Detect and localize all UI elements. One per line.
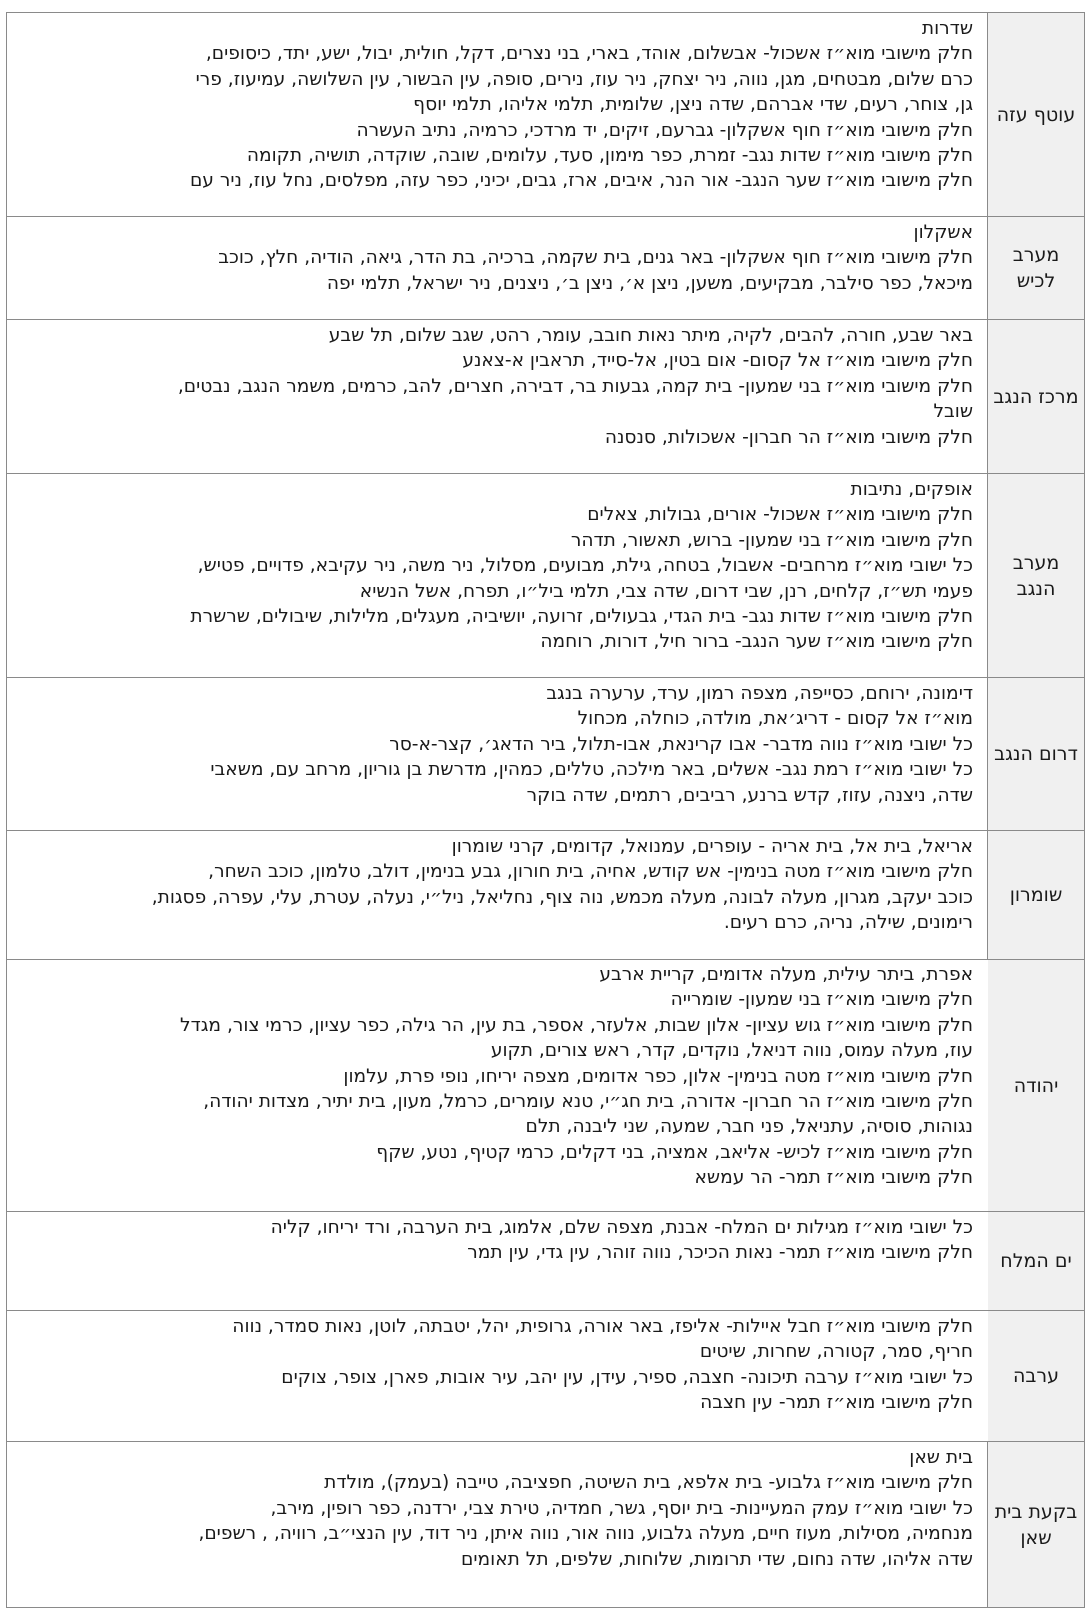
region-cell: [988, 217, 1085, 320]
settlements-line: כרם שלום, מבטחים, מגן, נווה, ניר יצחק, ניר עוז, נירים, סופה, עין הבשור, עין השלושה, עמיעוז, פרי: [195, 68, 973, 90]
settlements-line: חלק מישובי מוא״ז בני שמעון- ברוש, תאשור, תדהר: [570, 529, 973, 551]
settlements-line: חלק מישובי מוא״ז מטה בנימין- אלון, כפר אדומים, מצפה יריחו, נופי פרת, עלמון: [343, 1065, 973, 1087]
settlements-line: חלק מישובי מוא״ז שער הנגב- ברור חיל, דורות, רוחמה: [540, 631, 973, 653]
settlements-line: כל ישובי מוא״ז עמק המעיינות- בית יוסף, גשר, חמדיה, טירת צבי, ירדנה, כפר רופין, מירב,: [270, 1497, 973, 1519]
table-row: [7, 831, 1085, 960]
settlements-line: חלק מישובי מוא״ז גוש עציון- אלון שבות, אלעזר, אספר, בת עין, הר גילה, כפר עציון, כרמי צור, מגדל: [180, 1014, 973, 1036]
settlements-line: פעמי תש״ז, קלחים, רנן, שבי דרום, שדה צבי, תלמי ביל״ו, תפרח, אשל הנשיא: [359, 580, 973, 602]
settlements-line: חלק מישובי מוא״ז תמר- הר עמשא: [694, 1167, 973, 1189]
table-row: [7, 1311, 1085, 1442]
settlements-line: חלק מישובי מוא״ז מטה בנימין- אש קודש, אחיה, בית חורון, גבע בנימין, דולב, טלמון, כוכב השחר,: [208, 861, 973, 883]
settlements-line: אופקים, נתיבות: [850, 479, 973, 500]
region-name: שומרון: [1009, 884, 1063, 906]
table-row: [7, 217, 1085, 320]
settlements-line: חלק מישובי מוא״ז הר חברון- אשכולות, סנסנה: [604, 426, 973, 448]
region-name: מערב הנגב: [1012, 551, 1060, 600]
settlements-line: מוא״ז אל קסום - דריג׳את, מולדה, כוחלה, מכחול: [577, 708, 973, 730]
settlements-line: חלק מישובי מוא״ז בני שמעון- שומרייה: [670, 989, 973, 1011]
settlements-line: גן, צוחר, רעים, שדי אברהם, שדה ניצן, שלומית, תלמי אליהו, תלמי יוסף: [413, 94, 973, 116]
settlements-line: באר שבע, חורה, להבים, לקיה, מיתר נאות חובב, עומר, רהט, שגב שלום, תל שבע: [328, 325, 973, 346]
table-row: [7, 320, 1085, 474]
settlements-line: חלק מישובי מוא״ז חוף אשקלון- גברעם, זיקים, יד מרדכי, כרמיה, נתיב העשרה: [356, 119, 973, 141]
settlements-line: חלק מישובי מוא״ז אשכול- אבשלום, אוהד, בארי, בני נצרים, דקל, חולית, יבול, ישע, יתד, כיסופים,: [205, 43, 973, 65]
region-cell: [988, 960, 1085, 1212]
settlements-line: דימונה, ירוחם, כסייפה, מצפה רמון, ערד, ערערה בנגב: [546, 683, 973, 704]
settlements-line: חלק מישובי מוא״ז חוף אשקלון- באר גנים, בית שקמה, ברכיה, בת הדר, גיאה, הודיה, חלץ, כוכב: [218, 247, 973, 269]
settlements-line: כל ישובי מוא״ז מגילות ים המלח- אבנת, מצפה שלם, אלמוג, בית הערבה, ורד יריחו, קליה: [270, 1217, 973, 1238]
region-cell: [988, 13, 1085, 217]
settlements-line: כל ישובי מוא״ז רמת נגב- אשלים, באר מילכה, טללים, כמהין, מדרשת בן גוריון, מרחב עם, משאבי: [210, 759, 973, 781]
table-row: [7, 678, 1085, 831]
settlements-line: מנחמיה, מסילות, מעוז חיים, מעלה גלבוע, נווה אור, נווה איתן, ניר דוד, עין הנצי״ב, רוויה, , רשפים,: [198, 1523, 973, 1545]
settlements-cell: [7, 13, 988, 217]
settlements-line: חלק מישובי מוא״ז לכיש- אליאב, אמציה, בני דקלים, כרמי קטיף, נטע, שקף: [376, 1141, 973, 1163]
region-name: יהודה: [1013, 1074, 1059, 1097]
settlements-cell: [7, 678, 988, 831]
regions-table: [6, 12, 1085, 1608]
region-cell: [988, 1212, 1085, 1311]
settlements-line: שדרות: [921, 18, 973, 39]
region-name: ערבה: [1012, 1365, 1059, 1387]
settlements-line: חלק מישובי מוא״ז חבל איילות- אליפז, באר אורה, גרופית, יהל, יטבתה, לוטן, נאות סמדר, נווה: [232, 1316, 973, 1337]
table-row: [7, 474, 1085, 678]
region-cell: [988, 1311, 1085, 1442]
region-name: דרום הנגב: [994, 743, 1078, 765]
settlements-cell: [7, 1212, 988, 1311]
table-row: [7, 1442, 1085, 1608]
settlements-line: חלק מישובי מוא״ז שדות נגב- זמרת, כפר מימון, סעד, עלומים, שובה, שוקדה, תושיה, תקומה: [246, 145, 973, 167]
table-row: [7, 1212, 1085, 1311]
table-row: [7, 960, 1085, 1212]
settlements-line: שדה, ניצנה, עזוז, קדש ברנע, רביבים, רתמים, שדה בוקר: [526, 784, 973, 806]
region-cell: [988, 320, 1085, 474]
settlements-line: בית שאן: [909, 1447, 973, 1468]
settlements-line: רימונים, שילה, נריה, כרם רעים.: [723, 912, 973, 934]
region-name: עוטף עזה: [996, 103, 1076, 126]
settlements-line: עוז, מעלה עמוס, נווה דניאל, נוקדים, קדר, ראש צורים, תקוע: [490, 1040, 973, 1062]
settlements-line: חלק מישובי מוא״ז תמר- נאות הכיכר, נווה זוהר, עין גדי, עין תמר: [467, 1242, 973, 1264]
settlements-cell: [7, 474, 988, 678]
settlements-line: כל ישובי מוא״ז נווה מדבר- אבו קרינאת, אבו-תלול, ביר הדאג׳, קצר-א-סר: [389, 733, 973, 755]
settlements-line: חריף, סמר, קטורה, שחרות, שיטים: [699, 1341, 973, 1363]
region-name: בקעת בית שאן: [994, 1500, 1078, 1549]
settlements-line: אפרת, ביתר עילית, מעלה אדומים, קריית ארבע: [599, 964, 973, 985]
settlements-line: חלק מישובי מוא״ז אל קסום- אום בטין, אל-סייד, תראבין א-צאנע: [462, 350, 973, 372]
settlements-line: אשקלון: [913, 222, 973, 243]
region-name: ים המלח: [1000, 1250, 1072, 1272]
settlements-cell: [7, 217, 988, 320]
region-cell: [988, 474, 1085, 678]
region-name: מערב לכיש: [1012, 244, 1060, 292]
settlements-line: כל ישובי מוא״ז מרחבים- אשבול, בטחה, גילת, מבועים, מסלול, ניר משה, ניר עקיבא, פדויים, פטיש,: [197, 555, 973, 577]
settlements-cell: [7, 1442, 988, 1608]
region-name: מרכז הנגב: [993, 385, 1079, 408]
settlements-cell: [7, 831, 988, 960]
settlements-line: חלק מישובי מוא״ז בני שמעון- בית קמה, גבעות בר, דבירה, חצרים, להב, כרמים, משמר הנגב, נבטים,: [177, 375, 973, 397]
region-cell: [988, 678, 1085, 831]
settlements-line: נגוהות, סוסיה, עתניאל, פני חבר, שמעה, שני ליבנה, תלם: [525, 1116, 973, 1138]
settlements-line: חלק מישובי מוא״ז הר חברון- אדורה, בית חג״י, טנא עומרים, כרמל, מעון, בית יתיר, מצדות יהודה,: [203, 1091, 973, 1113]
settlements-cell: [7, 1311, 988, 1442]
settlements-line: חלק מישובי מוא״ז אשכול- אורים, גבולות, צאלים: [587, 504, 973, 526]
settlements-line: שדה אליהו, שדה נחום, שדי תרומות, שלוחות, שלפים, תל תאומים: [461, 1548, 973, 1570]
settlements-line: כל ישובי מוא״ז ערבה תיכונה- חצבה, ספיר, עידן, עין יהב, עיר אובות, פארן, צופר, צוקים: [281, 1366, 973, 1388]
settlements-line: אריאל, בית אל, בית אריה - עופרים, עמנואל, קדומים, קרני שומרון: [451, 836, 973, 857]
settlements-line: חלק מישובי מוא״ז שער הנגב- אור הנר, איבים, ארז, גבים, יכיני, כפר עזה, מפלסים, נחל עוז, ניר עם: [189, 170, 973, 192]
settlements-line: חלק מישובי מוא״ז שדות נגב- בית הגדי, גבעולים, זרועה, יושיביה, מעגלים, מלילות, שיבולים, שרשרת: [190, 606, 973, 628]
settlements-line: חלק מישובי מוא״ז תמר- עין חצבה: [700, 1392, 973, 1414]
region-cell: [988, 1442, 1085, 1608]
settlements-cell: [7, 320, 988, 474]
settlements-cell: [7, 960, 988, 1212]
region-cell: [988, 831, 1085, 960]
table-row: [7, 13, 1085, 217]
settlements-line: מיכאל, כפר סילבר, מבקיעים, משען, ניצן א׳, ניצן ב׳, ניצנים, ניר ישראל, תלמי יפה: [326, 272, 973, 294]
settlements-line: כוכב יעקב, מגרון, מעלה לבונה, מעלה מכמש, נוה צוף, נחליאל, ניל״י, נעלה, עטרת, עלי, עפרה, פסגות,: [151, 886, 973, 908]
settlements-line: חלק מישובי מוא״ז גלבוע- בית אלפא, בית השיטה, חפציבה, טייבה (בעמק), מולדת: [324, 1472, 973, 1494]
settlements-line: שובל: [933, 401, 973, 423]
